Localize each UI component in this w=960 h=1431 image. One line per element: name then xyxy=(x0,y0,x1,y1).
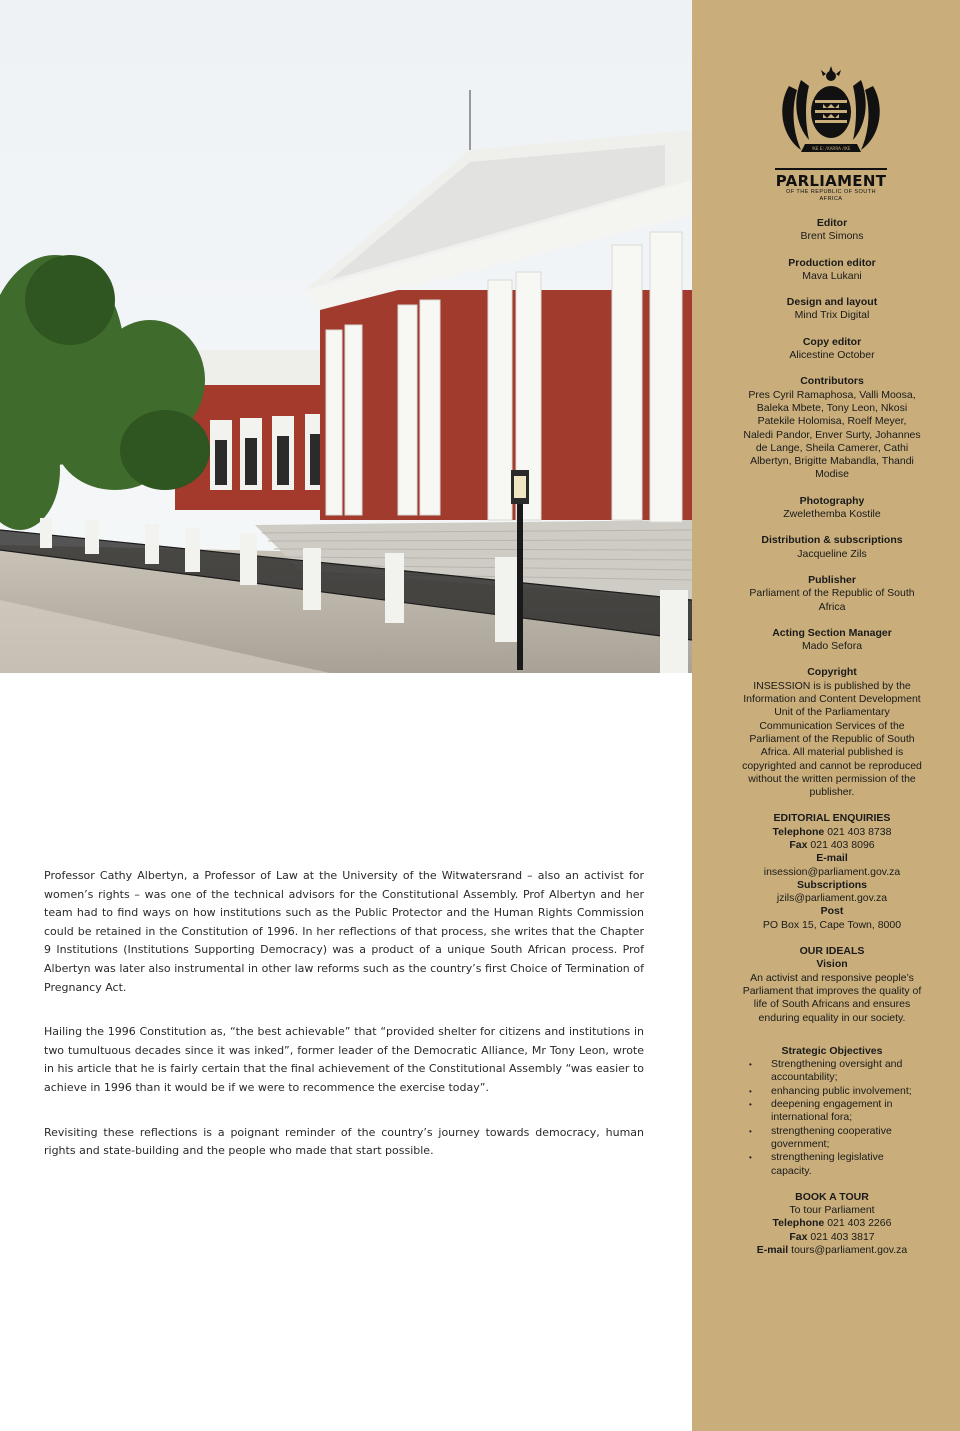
logo-wordmark: PARLIAMENT xyxy=(775,172,887,191)
credit-block xyxy=(742,336,922,363)
subscriptions-label: Subscriptions xyxy=(796,878,867,891)
credit-value: Alicestine October xyxy=(789,349,875,362)
credit-value: Mado Sefora xyxy=(801,640,863,653)
tour-line: To tour Parliament xyxy=(789,1204,875,1217)
tour-fax-label: Fax xyxy=(789,1230,808,1243)
fax-label: Fax xyxy=(789,838,808,851)
masthead-sidebar xyxy=(692,0,960,1431)
ideals-heading: OUR IDEALS xyxy=(799,945,865,958)
tour-email-label: E-mail xyxy=(756,1244,789,1256)
telephone-value: 021 403 8738 xyxy=(827,825,892,838)
parliament-crest-icon xyxy=(775,66,887,160)
credit-value: Mind Trix Digital xyxy=(794,309,870,322)
objective-item: • deepening engagement in international fora; xyxy=(742,1098,922,1125)
fax-value: 021 403 8096 xyxy=(810,838,875,851)
strategic-objectives xyxy=(742,1045,922,1178)
objectives-list xyxy=(742,1058,922,1178)
subscriptions-email-link[interactable]: jzils@parliament.gov.za xyxy=(776,892,888,905)
credit-value: INSESSION is is published by the Information and Content Development Unit of the Parliamentary Communication Services of the Parliament of the Republic of South Africa. All material published is copyrighted and cannot be reproduced without the written permission of the publisher. xyxy=(742,679,922,799)
book-a-tour xyxy=(742,1191,922,1257)
credit-block xyxy=(742,627,922,654)
objective-item: • Strengthening oversight and accountability; xyxy=(742,1058,922,1085)
credit-block xyxy=(742,296,922,323)
credit-value: Pres Cyril Ramaphosa, Valli Moosa, Baleka Mbete, Tony Leon, Nkosi Patekile Holomisa, Roelf Meyer, Naledi Pandor, Enver Surty, Johannes de Lange, Sheila Camerer, Cathi Albertyn, Brigitte Mabandla, Thandi Modise xyxy=(743,388,921,481)
credit-block xyxy=(742,495,922,522)
post-value: PO Box 15, Cape Town, 8000 xyxy=(762,918,902,931)
article-body xyxy=(44,867,644,1187)
credit-label: Publisher xyxy=(808,573,856,586)
vision-text: An activist and responsive people’s Parliament that improves the quality of life of South Africans and ensures enduring equality in our society. xyxy=(742,971,922,1024)
credit-label: Copy editor xyxy=(802,335,862,348)
credit-label: Editor xyxy=(816,217,848,229)
credits xyxy=(742,217,922,1270)
enquiries-heading: EDITORIAL ENQUIRIES xyxy=(773,812,891,825)
credit-label: Acting Section Manager xyxy=(772,626,892,639)
credit-block xyxy=(742,574,922,614)
credit-block xyxy=(742,257,922,284)
credit-value: Brent Simons xyxy=(800,230,864,243)
vision-label: Vision xyxy=(816,958,848,971)
credit-label: Design and layout xyxy=(786,296,878,309)
article-paragraph: Hailing the 1996 Constitution as, “the best achievable” that “provided shelter for citizens and institutions in two tumultuous decades since it was inked”, former leader of the Democratic Alliance, Mr Tony Leon, wrote in his article that he is fairly certain that the final achievement of the Constitutional Assembly “was easier to achieve in 1996 than it would be if we were to recommence the exercise today”. xyxy=(44,1025,644,1094)
telephone-label: Telephone xyxy=(772,825,825,838)
editorial-enquiries xyxy=(742,812,922,932)
credit-label: Production editor xyxy=(788,256,876,269)
article-paragraph: Professor Cathy Albertyn, a Professor of Law at the University of the Witwatersrand – also an activist for women’s rights – was one of the technical advisors for the Constitutional Assembly. Prof Albertyn and her team had to find ways on how institutions such as the Public Protector and the Human Rights Commission could be retained in the Constitution of 1996. In her reflections of that process, she writes that the Chapter 9 Institutions (Institutions Supporting Democracy) was a product of a unique South African process. Prof Albertyn was later also instrumental in other law reforms such as the country’s first Choice of Termination of Pregnancy Act. xyxy=(44,869,644,994)
credit-label: Photography xyxy=(799,494,865,507)
email-label: E-mail xyxy=(816,852,848,865)
parliament-logo xyxy=(775,66,887,203)
credit-value: Parliament of the Republic of South Africa xyxy=(749,587,915,613)
logo-rule xyxy=(775,168,887,170)
credit-label: Copyright xyxy=(807,666,857,679)
post-label: Post xyxy=(820,905,844,918)
credit-value: Jacqueline Zils xyxy=(797,547,867,560)
credit-block xyxy=(742,534,922,561)
credit-value: Zwelethemba Kostile xyxy=(783,508,881,521)
objective-item: • strengthening legislative capacity. xyxy=(742,1151,922,1178)
tour-telephone-value: 021 403 2266 xyxy=(827,1217,892,1230)
logo-subtitle: OF THE REPUBLIC OF SOUTH AFRICA xyxy=(786,189,876,203)
credit-label: Contributors xyxy=(800,375,864,388)
objective-item: • strengthening cooperative government; xyxy=(742,1125,922,1152)
credit-block xyxy=(742,666,922,799)
credit-block xyxy=(742,375,922,481)
parliament-building-photo xyxy=(0,0,692,673)
tour-email-link[interactable]: tours@parliament.gov.za xyxy=(791,1244,908,1256)
tour-heading: BOOK A TOUR xyxy=(795,1190,869,1203)
credit-value: Mava Lukani xyxy=(802,269,862,282)
tour-telephone-label: Telephone xyxy=(772,1217,825,1230)
tour-fax-value: 021 403 3817 xyxy=(810,1230,875,1243)
credit-label: Distribution & subscriptions xyxy=(761,534,903,547)
credit-block xyxy=(742,217,922,244)
our-ideals xyxy=(742,945,922,1025)
objectives-heading: Strategic Objectives xyxy=(781,1044,883,1057)
email-link[interactable]: insession@parliament.gov.za xyxy=(763,865,901,878)
objective-item: • enhancing public involvement; xyxy=(742,1085,922,1098)
crest-motto: !KE E: /XARRA //KE xyxy=(811,146,851,151)
article-paragraph: Revisiting these reflections is a poignant reminder of the country’s journey towards democracy, human rights and state-building and the people who made that start possible. xyxy=(44,1125,644,1158)
